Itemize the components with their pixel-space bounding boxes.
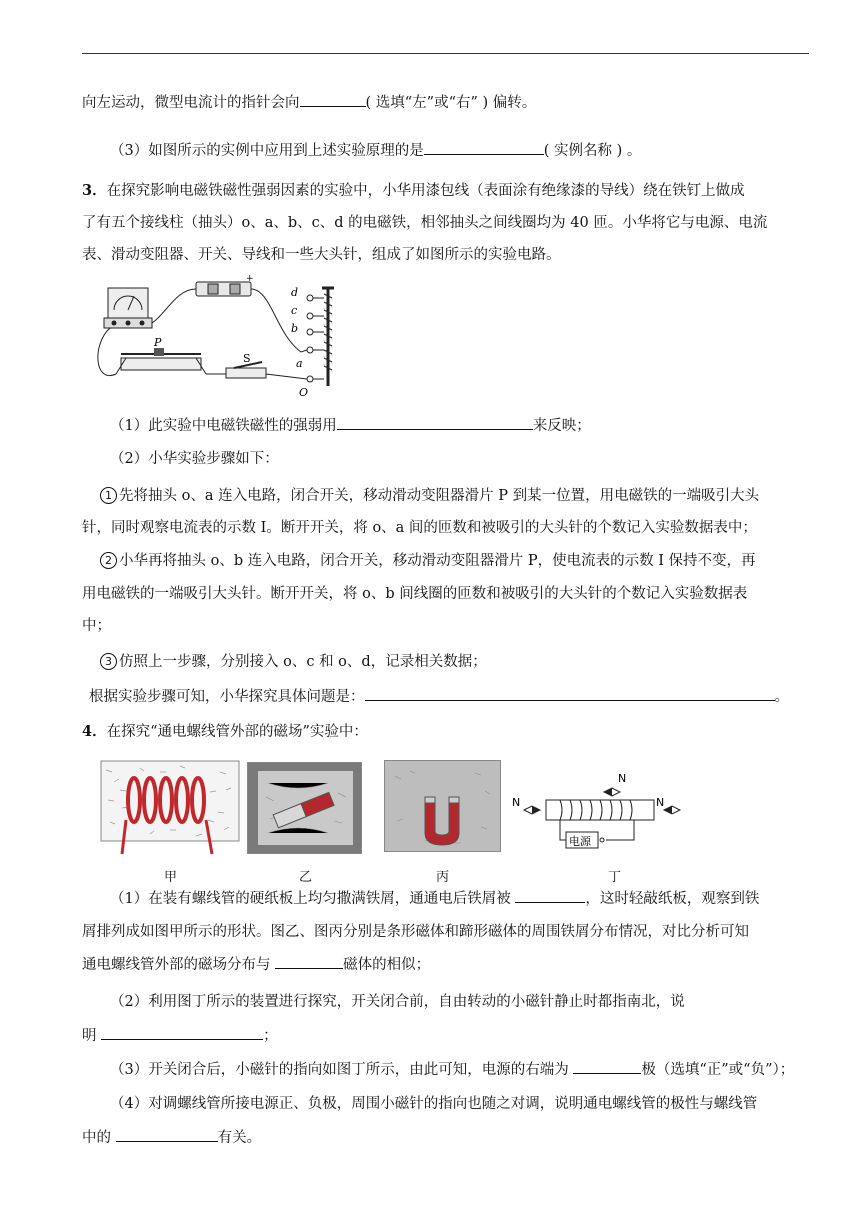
answer-blank-example[interactable]	[424, 139, 544, 155]
q4-sub2-line2-tail: ；	[263, 1028, 278, 1044]
q3-stem-text-1: 在探究影响电磁铁磁性强弱因素的实验中，小华用漆包线（表面涂有绝缘漆的导线）绕在铁钉上做成	[106, 183, 745, 199]
q3-step2-line2: 用电磁铁的一端吸引大头针。断开开关，将 o、b 间线圈的匝数和被吸引的大头针的个数记入实验数据表	[82, 586, 748, 602]
figure-ding-solenoid-compass	[508, 768, 698, 856]
figure-yi-bar-magnet-photo	[247, 762, 362, 854]
step-2-marker: 2	[100, 552, 117, 569]
figure-jia-solenoid-filings	[100, 760, 240, 856]
q2-sub3	[110, 139, 840, 163]
answer-blank-magnetism-indicator[interactable]	[337, 414, 533, 430]
tap-d-label: d	[291, 286, 299, 299]
n-label-top: N	[618, 772, 627, 785]
q2-sub3-text: （3）如图所示的实例中应用到上述实验原理的是	[110, 143, 424, 159]
q3-sub2: （2）小华实验步骤如下：	[110, 451, 279, 467]
plus-label: +	[246, 274, 254, 284]
compass-needle-icon	[656, 796, 680, 814]
slider-p-label: P	[154, 336, 162, 349]
q3-conclusion	[89, 685, 819, 709]
electromagnet-circuit-figure	[96, 274, 346, 404]
q3-step1-line1	[100, 484, 830, 508]
q4-sub4-line2	[82, 1126, 812, 1150]
caption-jia: 甲	[164, 870, 178, 885]
q3-step2-text: 小华再将抽头 o、b 连入电路，闭合开关，移动滑动变阻器滑片 P，使电流表的示数 I 保持不变，再	[119, 553, 756, 569]
q3-stem-2: 了有五个接线柱（抽头）o、a、b、c、d 的电磁铁，相邻抽头之间线圈均为 40 匝。小华将它与电源、电流	[82, 215, 768, 231]
n-label-right: N	[656, 796, 665, 809]
q3-step1-line2: 针，同时观察电流表的示数 I。断开开关，将 o、a 间的匝数和被吸引的大头针的个数记入实验数据表中；	[82, 520, 757, 536]
q2-line1-text: 向左运动，微型电流计的指针会向	[82, 95, 300, 111]
answer-blank-direction[interactable]	[300, 91, 366, 107]
q4-sub1-tail: ，这时轻敲纸板，观察到铁	[585, 891, 760, 907]
q3-conclusion-tail: 。	[774, 689, 789, 705]
header-rule	[82, 53, 809, 54]
q3-step1-text: 先将抽头 o、a 连入电路，闭合开关，移动滑动变阻器滑片 P 到某一位置，用电磁铁的一端吸引大头	[119, 488, 760, 504]
caption-bing: 丙	[436, 870, 450, 885]
q4-stem-text: 在探究“通电螺线管外部的磁场”实验中：	[106, 724, 368, 740]
answer-blank-research-question[interactable]	[365, 685, 775, 701]
switch-icon	[226, 352, 266, 378]
n-label-left: N	[512, 796, 521, 809]
q3-conclusion-text: 根据实验步骤可知，小华探究具体问题是：	[89, 689, 365, 705]
step-3-marker: 3	[100, 653, 117, 670]
q2-line-1	[82, 91, 812, 115]
q4-sub1-line2: 屑排列成如图甲所示的形状。图乙、图丙分别是条形磁体和蹄形磁体的周围铁屑分布情况，对比分析可知	[82, 924, 749, 940]
q4-sub4-line1: （4）对调螺线管所接电源正、负极，周围小磁针的指向也随之对调，说明通电螺线管的极性与螺线管	[110, 1096, 758, 1112]
q3-stem-3: 表、滑动变阻器、开关、导线和一些大头针，组成了如图所示的实验电路。	[82, 247, 561, 263]
q4-sub1-line3-tail: 磁体的相似；	[343, 957, 431, 973]
q3-step3	[100, 650, 830, 674]
q4-sub2-line1: （2）利用图丁所示的装置进行探究，开关闭合前，自由转动的小磁针静止时都指南北，说	[110, 994, 685, 1010]
rheostat-icon	[116, 336, 206, 374]
answer-blank-earth-field[interactable]	[101, 1024, 263, 1040]
q4-sub2-line2-text: 明	[82, 1028, 97, 1044]
q3-sub1-text: （1）此实验中电磁铁磁性的强弱用	[110, 418, 337, 434]
answer-blank-current-direction[interactable]	[116, 1126, 218, 1142]
power-source-label: 电源	[569, 835, 591, 848]
step-1-marker: 1	[100, 487, 117, 504]
q4-stem	[82, 720, 812, 744]
tap-o-label: O	[299, 386, 309, 399]
q4-sub2-line2	[82, 1024, 812, 1048]
answer-blank-magnetized[interactable]	[515, 887, 585, 903]
q3-sub1	[110, 414, 840, 438]
answer-blank-magnet-type[interactable]	[275, 953, 343, 969]
q3-sub1-tail: 来反映；	[532, 418, 591, 434]
q4-sub3-tail: 极（选填“正”或“负”）；	[641, 1062, 795, 1078]
compass-needle-icon	[512, 796, 540, 814]
q3-stem-1	[82, 179, 812, 203]
q4-sub1-line3	[82, 953, 812, 977]
caption-yi: 乙	[299, 870, 313, 885]
q4-sub4-line2-tail: 有关。	[217, 1130, 262, 1146]
caption-ding: 丁	[608, 870, 622, 885]
q3-step3-text: 仿照上一步骤，分别接入 o、c 和 o、d，记录相关数据；	[119, 654, 487, 670]
question-number: 3．	[82, 182, 107, 199]
battery-icon	[196, 274, 254, 296]
q3-step2-line3: 中；	[82, 618, 111, 634]
q4-sub1-line1	[110, 887, 840, 911]
q4-sub4-line2-text: 中的	[82, 1130, 111, 1146]
q2-line1-hint: ( 选填“左”或“右” ) 偏转。	[365, 95, 537, 111]
q2-sub3-hint: ( 实例名称 ) 。	[543, 143, 642, 159]
q4-sub1-line3-text: 通电螺线管外部的磁场分布与	[82, 957, 271, 973]
tap-b-label: b	[291, 322, 299, 335]
switch-s-label: S	[243, 352, 251, 365]
answer-blank-pole[interactable]	[573, 1058, 641, 1074]
tap-c-label: c	[291, 304, 298, 317]
compass-needle-icon	[604, 772, 626, 796]
electromagnet-icon	[291, 286, 334, 399]
tap-a-label: a	[296, 357, 303, 370]
question-number: 4．	[82, 723, 107, 740]
ammeter-icon	[104, 288, 152, 328]
q4-sub3	[110, 1058, 840, 1082]
q3-step2-line1	[100, 549, 830, 573]
q4-sub3-text: （3）开关闭合后，小磁针的指向如图丁所示，由此可知，电源的右端为	[110, 1062, 569, 1078]
figure-bing-horseshoe-magnet-photo	[384, 760, 501, 852]
q4-sub1-text: （1）在装有螺线管的硬纸板上均匀撒满铁屑，通通电后铁屑被	[110, 891, 511, 907]
